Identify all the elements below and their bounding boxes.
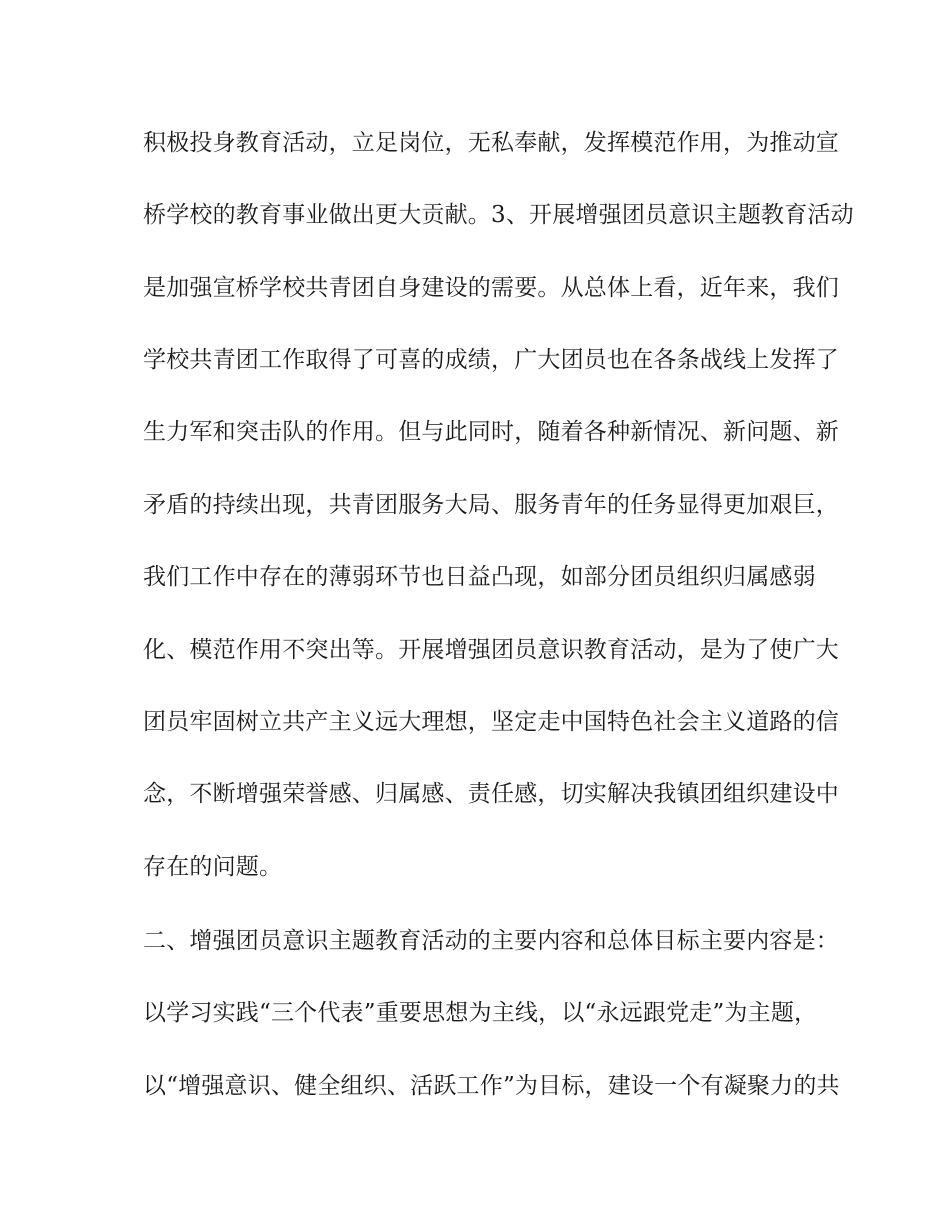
text-line-11: 存在的问题。 — [143, 854, 283, 880]
text-line-5: 生力军和突击队的作用。但与此同时，随着各种新情况、新问题、新 — [143, 419, 839, 445]
text-line-3: 是加强宣桥学校共青团自身建设的需要。从总体上看，近年来，我们 — [143, 275, 839, 301]
text-line-8: 化、模范作用不突出等。开展增强团员意识教育活动，是为了使广大 — [143, 637, 839, 663]
section-heading-2: 二、增强团员意识主题教育活动的主要内容和总体目标主要内容是： — [143, 928, 839, 954]
text-line-7: 我们工作中存在的薄弱环节也日益凸现，如部分团员组织归属感弱 — [143, 564, 816, 590]
text-line-10: 念，不断增强荣誉感、归属感、责任感，切实解决我镇团组织建设中 — [143, 781, 839, 807]
text-line-2: 桥学校的教育事业做出更大贡献。3、开展增强团员意识主题教育活动 — [143, 202, 854, 228]
text-line-1: 积极投身教育活动，立足岗位，无私奉献，发挥模范作用，为推动宣 — [143, 130, 839, 156]
text-line-9: 团员牢固树立共产主义远大理想，坚定走中国特色社会主义道路的信 — [143, 709, 839, 735]
text-line-13: 以学习实践“三个代表”重要思想为主线，以“永远跟党走”为主题， — [143, 1000, 818, 1026]
text-line-4: 学校共青团工作取得了可喜的成绩，广大团员也在各条战线上发挥了 — [143, 347, 839, 373]
text-line-14: 以“增强意识、健全组织、活跃工作”为目标，建设一个有凝聚力的共 — [143, 1073, 840, 1099]
text-line-6: 矛盾的持续出现，共青团服务大局、服务青年的任务显得更加艰巨， — [143, 492, 839, 518]
